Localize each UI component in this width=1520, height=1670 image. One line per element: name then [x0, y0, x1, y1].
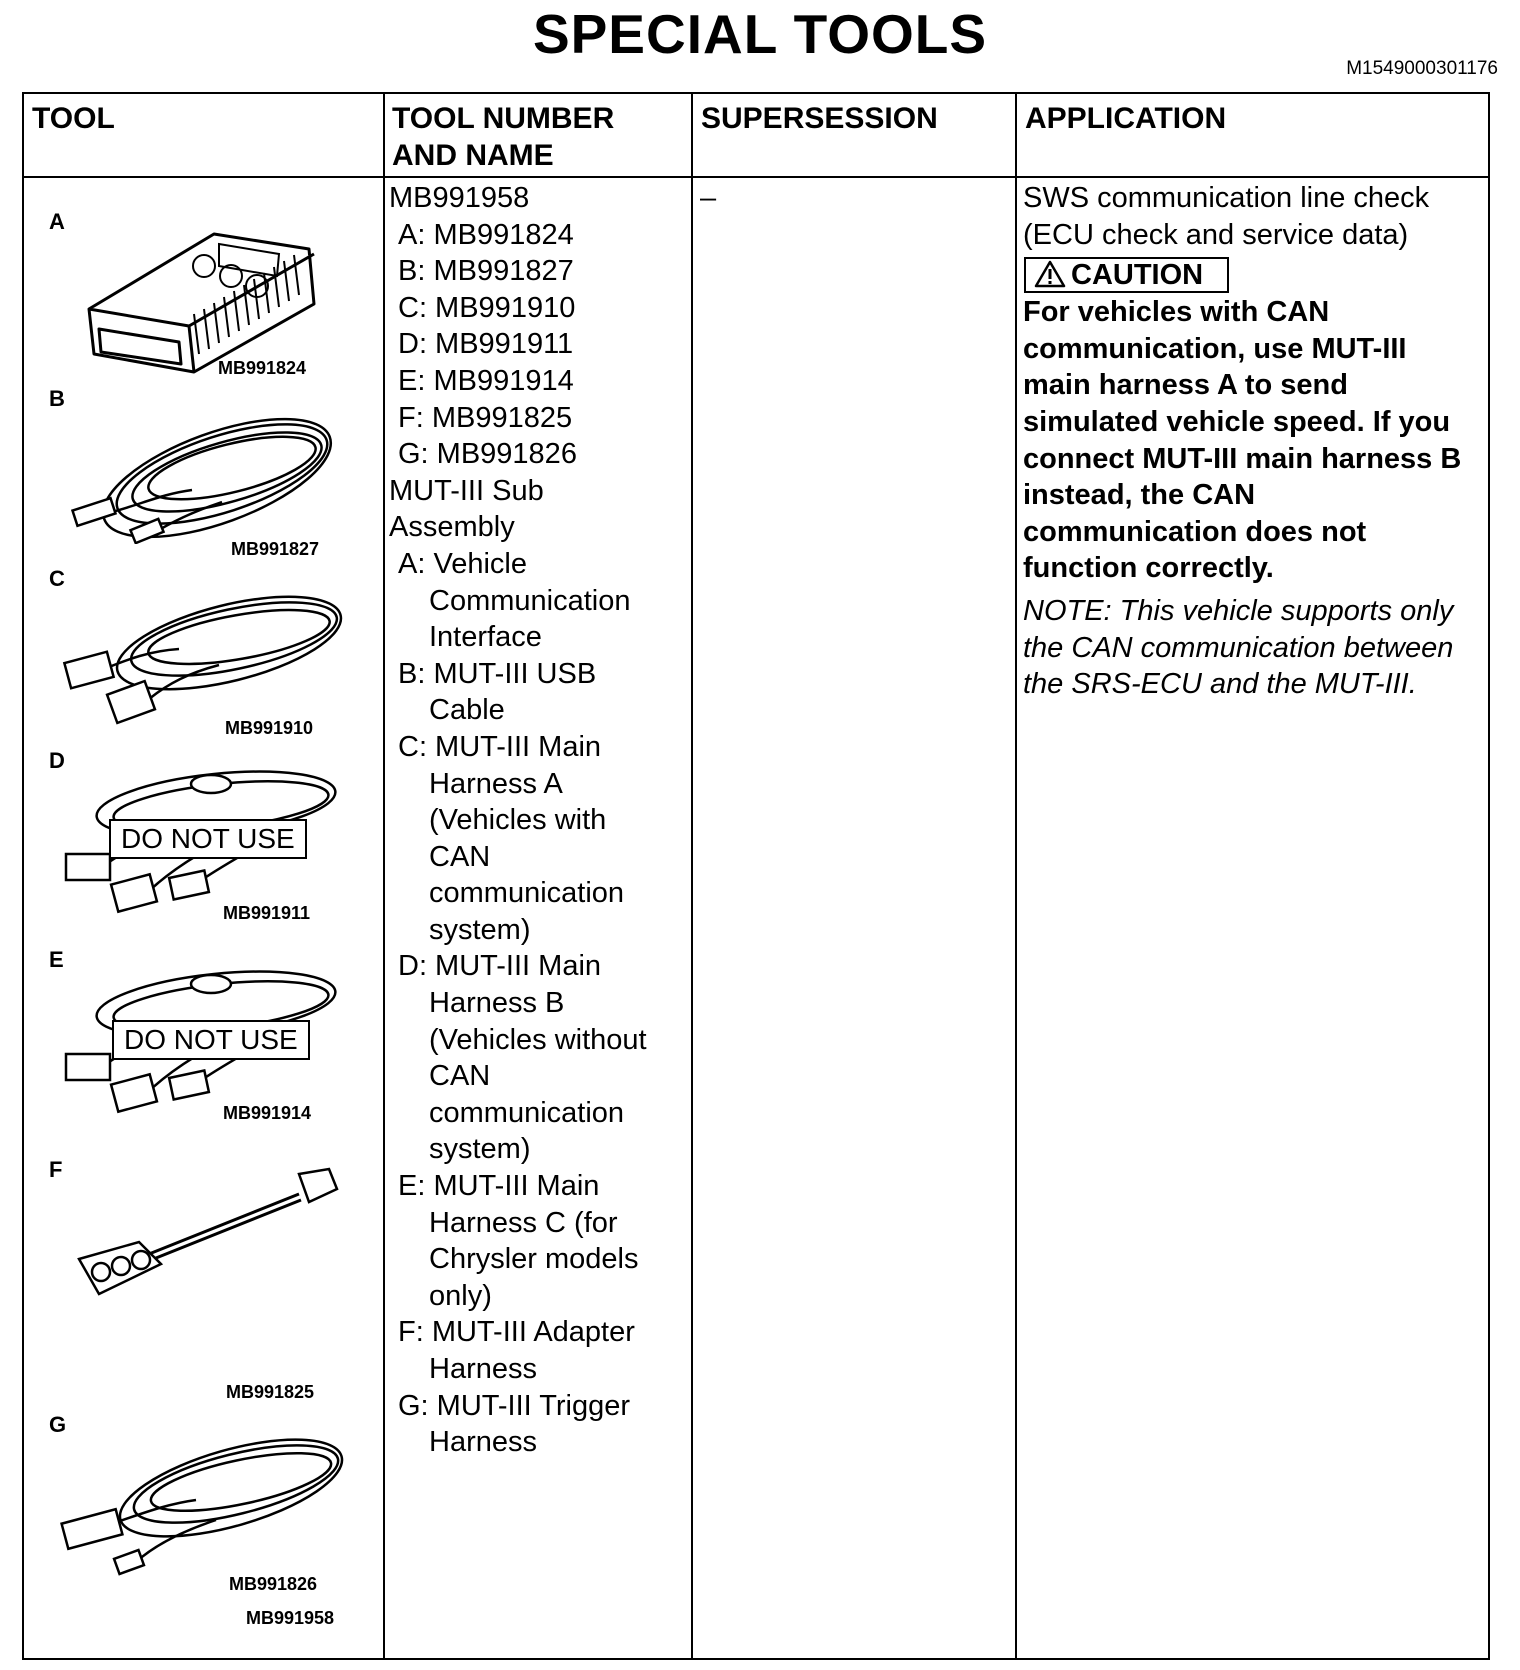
caution-line: connect MUT-III main harness B	[1023, 442, 1462, 475]
tool-name-line: (Vehicles without	[429, 1023, 647, 1056]
tool-name-line: C: MUT-III Main	[398, 730, 602, 763]
tool-b-code: MB991827	[231, 539, 320, 559]
application-cell	[1023, 180, 1485, 703]
tool-name-line: G: MUT-III Trigger	[398, 1389, 631, 1422]
tool-name-line: C: MB991910	[398, 291, 576, 324]
tool-name-line: MB991958	[389, 182, 530, 214]
tool-name-line: F: MUT-III Adapter	[398, 1316, 635, 1349]
tool-name-line: (Vehicles with	[429, 804, 607, 837]
tool-set-code: MB991958	[246, 1608, 335, 1628]
page-title: SPECIAL TOOLS	[532, 3, 988, 65]
tool-name-line: D: MUT-III Main	[398, 950, 602, 983]
tool-name-line: system)	[429, 913, 531, 946]
tool-name-line: communication	[429, 877, 625, 910]
tool-name-line: CAN	[429, 840, 491, 873]
note-text	[1023, 593, 1485, 703]
tool-a-code: MB991824	[218, 358, 307, 378]
tool-d-letter: D	[49, 748, 65, 773]
tool-name-line: Harness B	[429, 987, 565, 1020]
tool-name-line: Harness	[429, 1426, 537, 1459]
caution-line: communication does not	[1023, 515, 1367, 548]
document-code: M1549000301176	[1346, 58, 1498, 79]
warning-triangle-icon	[1034, 260, 1066, 288]
tool-g-code: MB991826	[229, 1574, 318, 1594]
tool-name-line: Harness A	[429, 767, 563, 800]
tool-name-line: B: MUT-III USB	[398, 657, 597, 690]
note-line: the SRS-ECU and the MUT-III.	[1023, 668, 1417, 701]
tool-e-letter: E	[49, 947, 64, 972]
caution-label: CAUTION	[1071, 259, 1204, 292]
tool-name-line: A: MB991824	[398, 218, 574, 251]
tool-name-line: G: MB991826	[398, 438, 577, 471]
tool-name-line: Assembly	[389, 511, 515, 544]
vehicle-communication-interface-illustration	[79, 214, 334, 379]
tool-name-line: system)	[429, 1133, 531, 1166]
tool-name-line: A: Vehicle	[398, 547, 527, 580]
caution-text	[1023, 294, 1485, 587]
application-line: (ECU check and service data)	[1023, 218, 1409, 251]
header-supersession: SUPERSESSION	[701, 102, 938, 135]
supersession-value: –	[700, 182, 717, 214]
tool-d-code: MB991911	[223, 903, 311, 923]
caution-line: function correctly.	[1023, 552, 1274, 585]
header-application: APPLICATION	[1025, 102, 1227, 135]
caution-line: instead, the CAN	[1023, 479, 1256, 512]
note-line: the CAN communication between	[1023, 631, 1454, 664]
header-divider	[24, 176, 1488, 178]
tool-name-line: MUT-III Sub	[389, 474, 544, 507]
caution-line: communication, use MUT-III	[1023, 332, 1407, 365]
tool-name-line: Interface	[429, 621, 542, 654]
tool-g-letter: G	[49, 1412, 67, 1437]
caution-line: simulated vehicle speed. If you	[1023, 405, 1451, 438]
usb-cable-illustration	[52, 394, 342, 544]
main-harness-a-illustration	[49, 579, 349, 729]
tool-name-line: E: MUT-III Main	[398, 1170, 600, 1203]
tool-name-line: only)	[429, 1279, 492, 1312]
tool-name-line: D: MB991911	[398, 328, 574, 361]
application-line: SWS communication line check	[1023, 182, 1430, 214]
tool-b-letter: B	[49, 386, 65, 411]
caution-line: For vehicles with CAN	[1023, 296, 1330, 329]
tool-name-line: F: MB991825	[398, 401, 573, 434]
tool-e-code: MB991914	[223, 1103, 312, 1123]
tool-name-line: Cable	[429, 694, 505, 727]
column-divider	[1015, 94, 1017, 1658]
header-tool-number-line1: TOOL NUMBER	[392, 102, 615, 135]
tool-a-letter: A	[49, 209, 65, 234]
adapter-harness-illustration	[69, 1154, 359, 1314]
header-tool-number-line2: AND NAME	[392, 139, 554, 172]
trigger-harness-illustration	[46, 1434, 346, 1584]
tool-f-letter: F	[49, 1157, 63, 1182]
header-tool: TOOL	[32, 102, 115, 135]
tool-name-line: E: MB991914	[398, 364, 574, 397]
do-not-use-label-e: DO NOT USE	[112, 1020, 310, 1060]
tool-name-line: CAN	[429, 1060, 491, 1093]
column-divider	[691, 94, 693, 1658]
tool-name-line: communication	[429, 1096, 625, 1129]
tool-c-code: MB991910	[225, 718, 314, 738]
tool-name-line: Harness C (for	[429, 1206, 618, 1239]
tool-name-line: B: MB991827	[398, 255, 574, 288]
column-divider	[383, 94, 385, 1658]
header-tool-number-name	[392, 100, 614, 174]
tool-c-letter: C	[49, 566, 65, 591]
do-not-use-label-d: DO NOT USE	[109, 819, 307, 859]
tool-name-line: Harness	[429, 1353, 537, 1385]
tool-f-code: MB991825	[226, 1382, 315, 1402]
tool-name-line: Chrysler models	[429, 1243, 639, 1276]
tool-number-and-name-list	[389, 180, 647, 1461]
caution-line: main harness A to send	[1023, 369, 1348, 402]
application-description	[1023, 180, 1485, 253]
note-line: NOTE: This vehicle supports only	[1023, 594, 1454, 627]
tool-name-line: Communication	[429, 584, 631, 617]
caution-box	[1024, 257, 1229, 293]
special-tools-table	[22, 92, 1490, 1660]
